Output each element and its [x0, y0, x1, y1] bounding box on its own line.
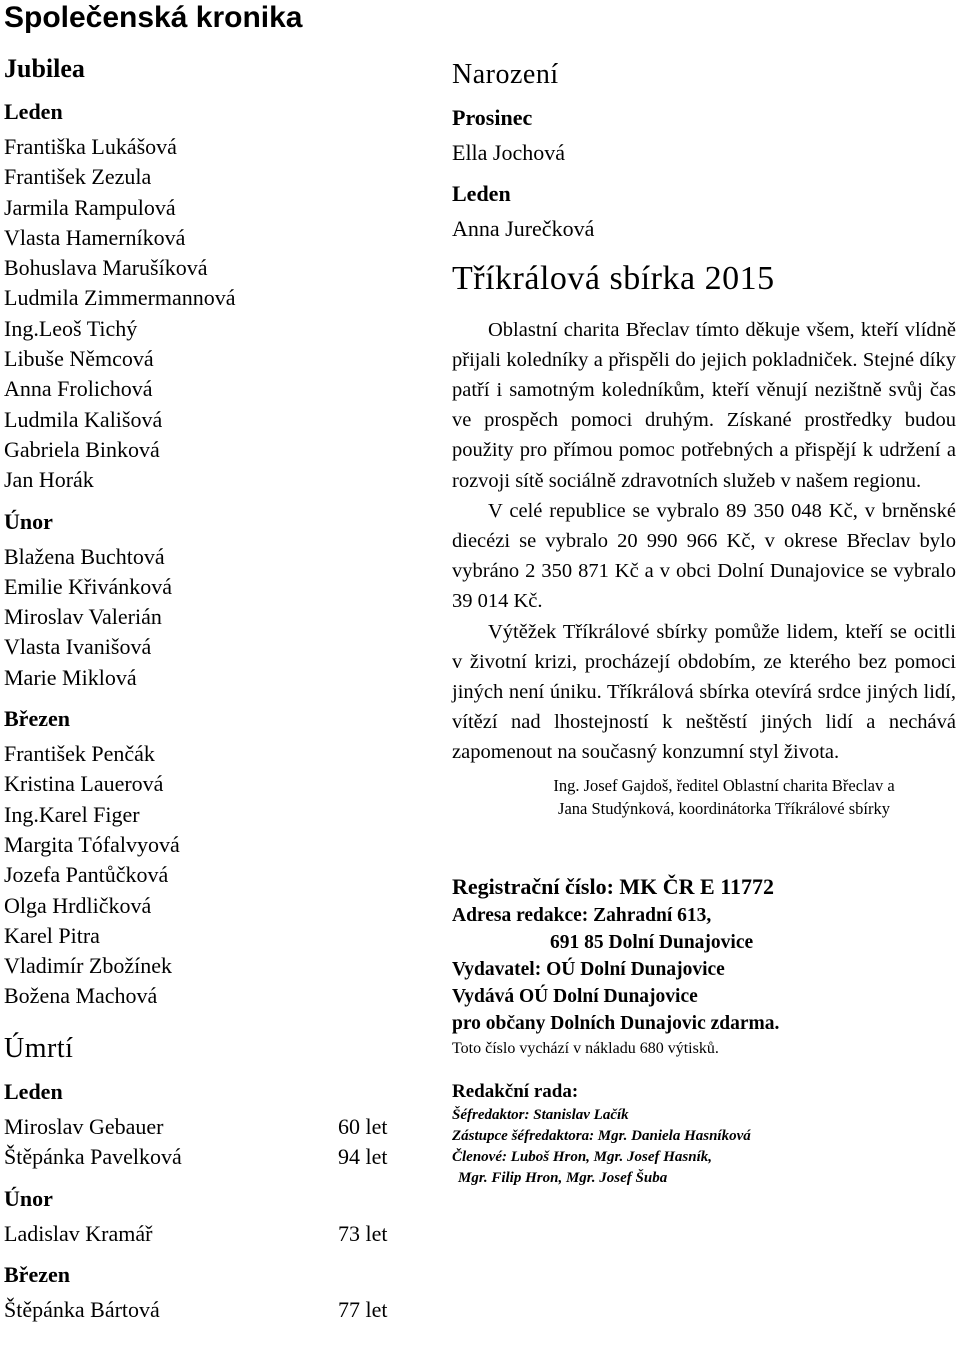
umrti-month-february: Únor [4, 1185, 53, 1211]
list-item: Gabriela Binková [4, 436, 160, 462]
list-item: Olga Hrdličková [4, 892, 152, 918]
list-item: Ing.Leoš Tichý [4, 315, 138, 341]
jubilea-month-february: Únor [4, 508, 53, 534]
death-entry [4, 1112, 424, 1143]
article-signature [452, 774, 956, 820]
death-entry [4, 1295, 424, 1326]
list-item: Jan Horák [4, 467, 94, 493]
jubilea-heading: Jubilea [4, 54, 85, 83]
list-item: Vlasta Hamerníková [4, 224, 186, 250]
death-name: Ladislav Kramář [4, 1220, 153, 1246]
list-item: Anna Jurečková [452, 216, 595, 242]
free-distribution: pro občany Dolních Dunajovic zdarma. [452, 1012, 780, 1034]
death-age: 73 let [338, 1220, 388, 1246]
umrti-section [4, 1032, 424, 1326]
article-paragraph: V celé republice se vybralo 89 350 048 Kč, v brněnské diecézi se vybralo 20 990 966 Kč, v okrese Břeclav bylo vybráno 2 350 871 Kč a v obci Dolní Dunajovice se vybralo 39 014 Kč. [452, 499, 956, 613]
article-paragraph: Oblastní charita Břeclav tímto děkuje všem, kteří vlídně přijali koledníky a přispěli do jejich pokladniček. Stejné díky patří i samotným koledníkům, kteří věnují nezištně svůj čas ve prospěch pomoci druhým. Získané prostředky budou použity pro přímou pomoc potřebných a přispějí k udržení a rozvoji sítě sociálně zdravotních služeb v našem regionu. [452, 318, 956, 492]
death-entry [4, 1219, 424, 1250]
jubilea-february-list [4, 542, 424, 693]
list-item: Karel Pitra [4, 922, 100, 948]
article-paragraph: Výtěžek Tříkrálové sbírky pomůže lidem, kteří se ocitli v životní krizi, procházejí obdobím, ze kterého bez pomoci jiných není úniku. Tříkrálová sbírka otevírá srdce jiných lidí, vítězí nad lhostejností k neštěstí jiných lidí a nechává zapomenout na současný konzumní styl života. [452, 620, 956, 764]
deputy-editor: Zástupce šéfredaktora: Mgr. Daniela Hasníková [452, 1127, 751, 1144]
narozeni-section [452, 58, 956, 245]
death-age: 94 let [338, 1144, 388, 1170]
jubilea-january-list [4, 132, 424, 496]
list-item: Emilie Křivánková [4, 573, 173, 599]
left-column [4, 52, 424, 1326]
list-item: Ing.Karel Figer [4, 801, 140, 827]
issued-by: Vydává OÚ Dolní Dunajovice [452, 985, 698, 1007]
board-members-continued: Mgr. Filip Hron, Mgr. Josef Šuba [458, 1169, 668, 1186]
jubilea-month-march: Březen [4, 706, 70, 732]
list-item: František Penčák [4, 741, 155, 767]
jubilea-month-january: Leden [4, 99, 63, 124]
sbirka-article [452, 257, 956, 820]
list-item: Bohuslava Marušíková [4, 255, 208, 281]
publisher: Vydavatel: OÚ Dolní Dunajovice [452, 958, 725, 980]
right-column [452, 58, 956, 1189]
editorial-address-city: 691 85 Dolní Dunajovice [550, 931, 754, 953]
narozeni-month-january: Leden [452, 181, 511, 207]
editor-in-chief: Šéfredaktor: Stanislav Lačík [452, 1106, 629, 1123]
narozeni-month-december: Prosinec [452, 105, 533, 130]
editorial-board-heading: Redakční rada: [452, 1080, 579, 1102]
death-entry [4, 1142, 424, 1173]
death-name: Miroslav Gebauer [4, 1113, 164, 1139]
list-item: Ludmila Kališová [4, 406, 163, 432]
board-members: Členové: Luboš Hron, Mgr. Josef Hasník, [452, 1148, 713, 1165]
jubilea-march-list [4, 739, 424, 1012]
list-item: Jarmila Rampulová [4, 194, 176, 220]
death-age: 60 let [338, 1113, 388, 1139]
list-item: Jozefa Pantůčková [4, 862, 169, 888]
editorial-address: Adresa redakce: Zahradní 613, [452, 904, 712, 926]
list-item: Františka Lukášová [4, 134, 177, 159]
list-item: Margita Tófalvyová [4, 831, 180, 857]
narozeni-december-list [452, 138, 956, 168]
list-item: Ludmila Zimmermannová [4, 285, 236, 311]
death-age: 77 let [338, 1297, 388, 1323]
list-item: Marie Miklová [4, 664, 137, 690]
list-item: Miroslav Valerián [4, 604, 162, 630]
list-item: Božena Machová [4, 983, 158, 1009]
jubilea-section [4, 52, 424, 1012]
list-item: Ella Jochová [452, 140, 566, 165]
page-title: Společenská kronika [4, 1, 303, 34]
signature-line: Ing. Josef Gajdoš, ředitel Oblastní charita Břeclav a [553, 775, 895, 795]
list-item: František Zezula [4, 164, 152, 190]
narozeni-heading: Narození [452, 59, 559, 90]
list-item: Kristina Lauerová [4, 771, 164, 797]
umrti-heading: Úmrtí [4, 1032, 74, 1064]
article-body [452, 315, 956, 768]
signature-line: Jana Studýnková, koordinátorka Tříkrálové sbírky [558, 798, 890, 818]
death-name: Štěpánka Bártová [4, 1297, 160, 1323]
list-item: Anna Frolichová [4, 376, 153, 402]
article-title: Tříkrálová sbírka 2015 [452, 259, 775, 297]
death-name: Štěpánka Pavelková [4, 1144, 182, 1170]
narozeni-january-list [452, 214, 956, 244]
colophon [452, 872, 956, 1189]
umrti-month-march: Březen [4, 1262, 70, 1288]
list-item: Blažena Buchtová [4, 543, 165, 569]
registration-number: Registrační číslo: MK ČR E 11772 [452, 873, 775, 899]
print-run: Toto číslo vychází v nákladu 680 výtisků. [452, 1039, 719, 1057]
list-item: Vlasta Ivanišová [4, 634, 152, 660]
list-item: Libuše Němcová [4, 346, 154, 372]
umrti-month-january: Leden [4, 1078, 63, 1104]
list-item: Vladimír Zbožínek [4, 953, 173, 979]
